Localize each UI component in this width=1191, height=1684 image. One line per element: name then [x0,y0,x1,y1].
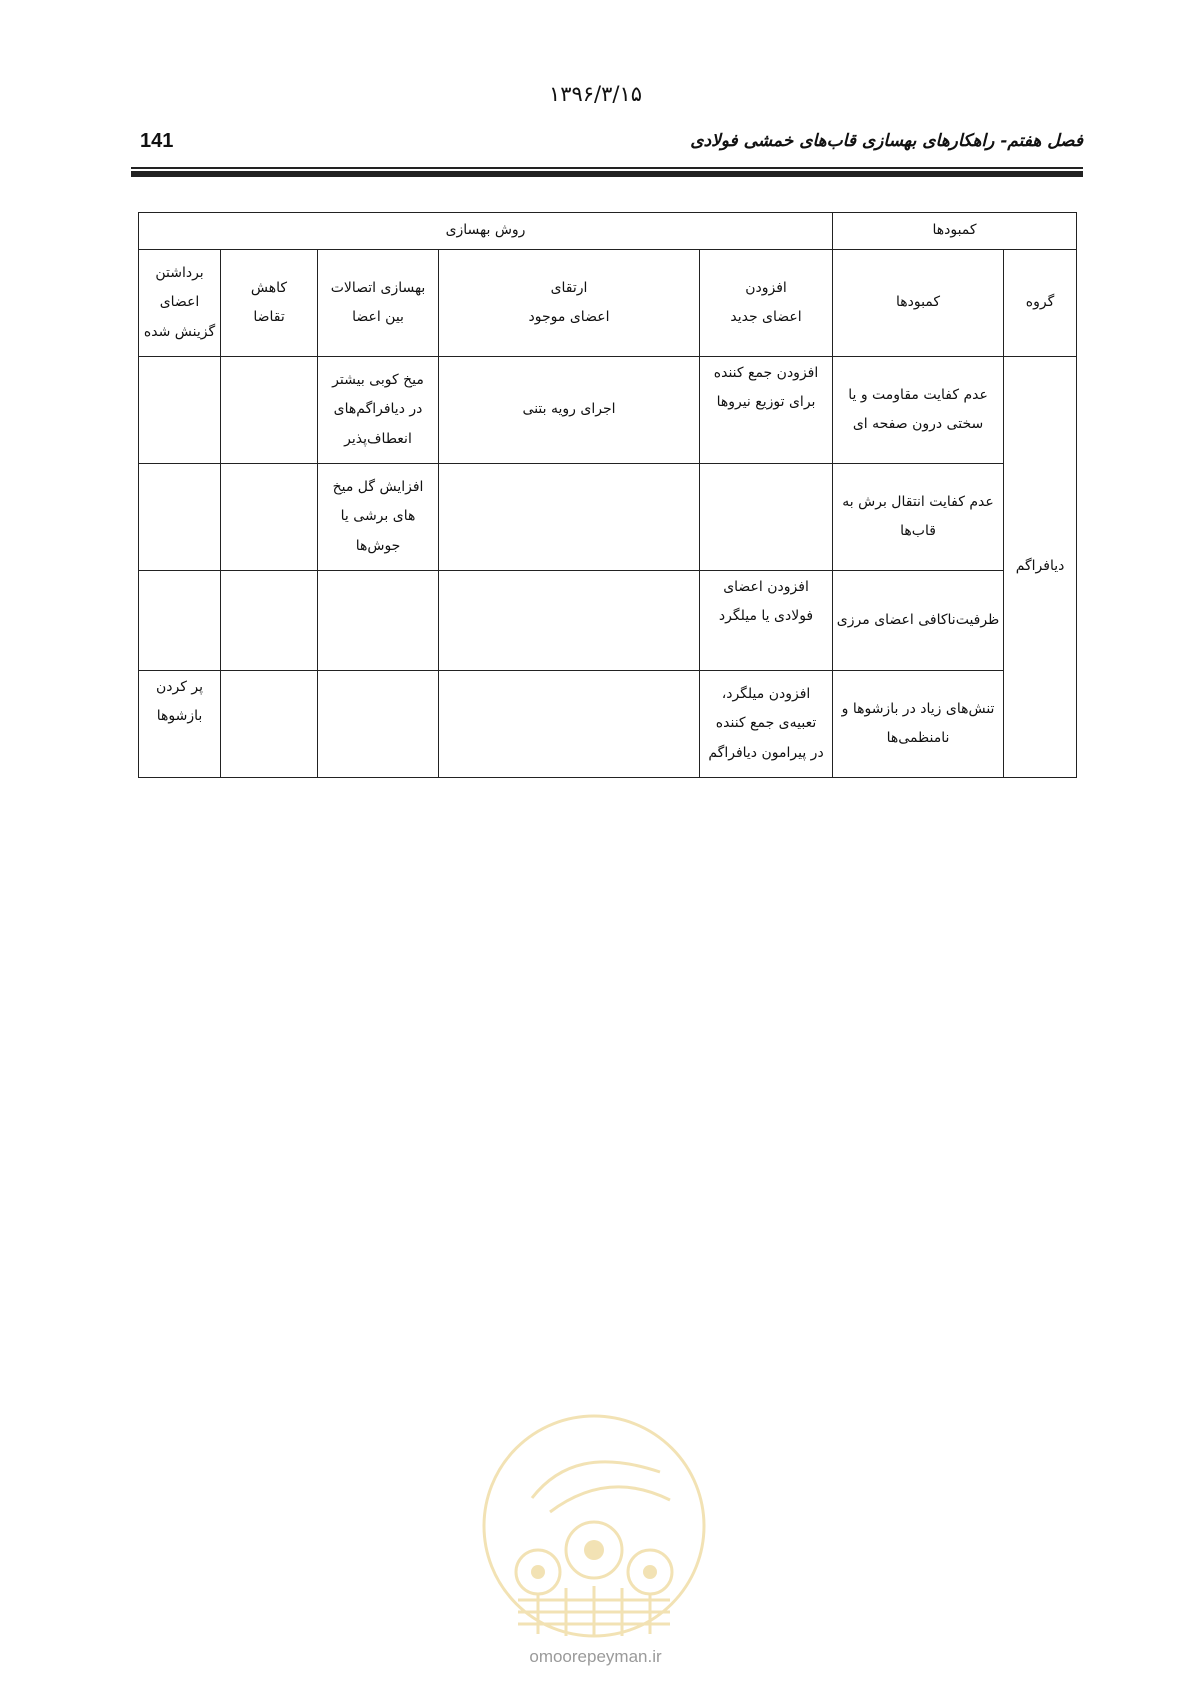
add-cell [700,464,833,571]
upgrade-cell [439,671,700,778]
col-group-header: گروه [1004,250,1077,357]
upgrade-cell [439,464,700,571]
add-cell: افزودن اعضای فولادی یا میلگرد [700,571,833,671]
chapter-title: فصل هفتم- راهکارهای بهسازی قاب‌های خمشی فولادی [690,131,1083,151]
col-reduce-header: کاهش تقاضا [221,250,318,357]
table-row [139,571,1077,671]
upgrade-cell [439,571,700,671]
header-rule-thin [131,167,1083,169]
table-row [139,357,1077,464]
col-add-header: افزودن اعضای جدید [700,250,833,357]
deficiency-cell: عدم کفایت مقاومت و یا سختی درون صفحه ای [833,357,1004,464]
watermark-logo [480,1412,708,1640]
group-deficiencies-header: کمبودها [833,213,1077,250]
table-row [139,671,1077,778]
table-column-header-row [139,250,1077,357]
deficiency-cell: عدم کفایت انتقال برش به قاب‌ها [833,464,1004,571]
table-row [139,464,1077,571]
add-cell: افزودن میلگرد، تعبیه‌ی جمع کننده در پیرامون دیافراگم [700,671,833,778]
watermark-website: omoorepeyman.ir [529,1647,662,1666]
retrofit-table [138,212,1077,778]
date: ۱۳۹۶/۳/۱۵ [548,82,643,106]
connections-cell [318,671,439,778]
remove-cell [139,357,221,464]
remove-cell: پر کردن بازشوها [139,671,221,778]
remove-cell [139,571,221,671]
reduce-cell [221,464,318,571]
deficiency-cell: تنش‌های زیاد در بازشوها و نامنظمی‌ها [833,671,1004,778]
col-remove-header: برداشتن اعضای گزینش شده [139,250,221,357]
reduce-cell [221,671,318,778]
add-cell: افزودن جمع کننده برای توزیع نیروها [700,357,833,464]
col-connections-header: بهسازی اتصالات بین اعضا [318,250,439,357]
connections-cell: میخ کوبی بیشتر در دیافراگم‌های انعطاف‌پذیر [318,357,439,464]
col-upgrade-header: ارتقای اعضای موجود [439,250,700,357]
upgrade-cell: اجرای رویه بتنی [439,357,700,464]
remove-cell [139,464,221,571]
group-cell: دیافراگم [1004,357,1077,778]
deficiency-cell: ظرفیت‌ناکافی اعضای مرزی [833,571,1004,671]
page-number: 141 [140,130,174,152]
group-methods-header: روش بهسازی [139,213,833,250]
reduce-cell [221,357,318,464]
reduce-cell [221,571,318,671]
connections-cell [318,571,439,671]
connections-cell: افزایش گل میخ های برشی یا جوش‌ها [318,464,439,571]
header-rule-thick [131,171,1083,177]
table-group-header-row [139,213,1077,250]
col-deficiency-header: کمبودها [833,250,1004,357]
